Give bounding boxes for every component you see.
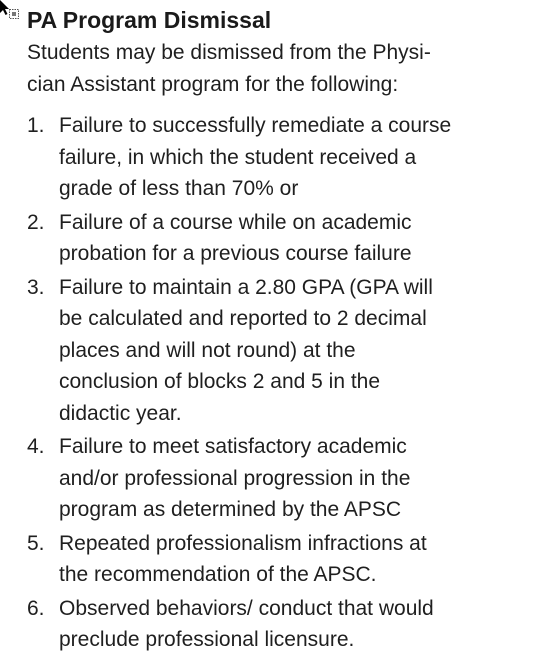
list-item-text: Observed behaviors/ conduct that would <box>59 596 434 620</box>
list-item-number: 3. <box>27 275 45 299</box>
list-item-text: probation for a previous course failure <box>59 242 412 265</box>
list-item-text: be calculated and reported to 2 decimal <box>59 307 427 330</box>
list-item <box>27 431 532 526</box>
list-item-text: Failure to successfully remediate a course <box>59 114 452 137</box>
intro-paragraph <box>27 37 527 100</box>
list-item-text: Failure of a course while on academic <box>59 210 412 234</box>
dismissal-criteria-list <box>27 110 532 658</box>
list-item-text: failure, in which the student received a <box>59 145 417 169</box>
list-item-text: Failure to maintain a 2.80 GPA (GPA will <box>59 275 433 299</box>
intro-line: Students may be dismissed from the Physi- <box>27 41 431 64</box>
object-anchor-icon[interactable] <box>9 9 19 19</box>
list-item-text: program as determined by the APSC <box>59 498 402 521</box>
list-item-number: 4. <box>27 435 45 458</box>
list-item-text: Repeated professionalism infractions at <box>59 531 427 555</box>
intro-line: cian Assistant program for the following: <box>27 72 399 96</box>
list-item-text: the recommendation of the APSC. <box>59 563 377 586</box>
section-heading: PA Program Dismissal <box>27 7 272 33</box>
list-item-number: 6. <box>27 596 45 620</box>
list-item-text: places and will not round) at the <box>59 338 356 362</box>
list-item-text: Failure to meet satisfactory academic <box>59 435 407 458</box>
list-item-text: conclusion of blocks 2 and 5 in the <box>59 370 381 393</box>
list-item-text: didactic year. <box>59 401 182 425</box>
list-item <box>27 207 532 270</box>
list-item-text: grade of less than 70% or <box>59 177 299 200</box>
list-item-number: 5. <box>27 531 45 555</box>
list-item-text: preclude professional licensure. <box>59 628 355 651</box>
list-item <box>27 110 532 205</box>
list-item <box>27 272 532 430</box>
list-item-number: 1. <box>27 114 45 137</box>
list-item <box>27 528 532 591</box>
list-item <box>27 593 532 656</box>
list-item-number: 2. <box>27 210 45 234</box>
list-item-text: and/or professional progression in the <box>59 466 411 490</box>
